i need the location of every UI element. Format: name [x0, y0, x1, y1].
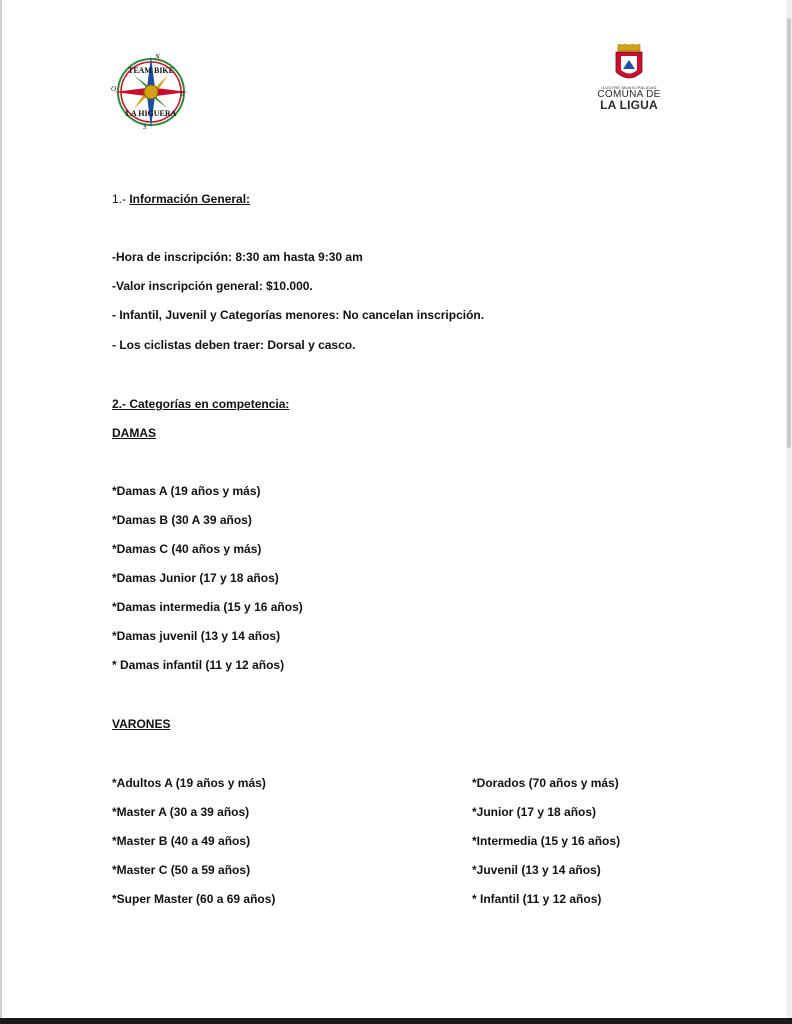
damas-category: *Damas juvenil (13 y 14 años) — [112, 629, 281, 643]
logo-la-higuera-text: LA HIGUERA — [125, 109, 177, 118]
damas-category: *Damas A (19 años y más) — [112, 484, 261, 498]
team-bike-logo — [108, 50, 194, 132]
damas-category: *Damas B (30 A 39 años) — [112, 513, 252, 527]
varones-category-left: *Master A (30 a 39 años) — [112, 805, 250, 819]
compass-logo-icon — [108, 50, 194, 132]
info-item: -Hora de inscripción: 8:30 am hasta 9:30 am — [112, 250, 363, 264]
coat-of-arms-icon — [594, 44, 664, 84]
comuna-de-text: COMUNA DE — [597, 89, 661, 100]
damas-category: *Damas intermedia (15 y 16 años) — [112, 600, 303, 614]
compass-north-label: N — [155, 53, 160, 61]
varones-category-right: *Dorados (70 años y más) — [472, 776, 619, 790]
section2-title: 2.- Categorías en competencia: — [112, 397, 290, 411]
section1-heading — [112, 192, 250, 206]
damas-category: * Damas infantil (11 y 12 años) — [112, 658, 285, 672]
damas-category: *Damas Junior (17 y 18 años) — [112, 571, 279, 585]
compass-west-label: O — [111, 85, 117, 93]
vertical-scrollbar[interactable] — [786, 0, 792, 1024]
varones-category-right: * Infantil (11 y 12 años) — [472, 892, 602, 906]
varones-category-left: *Master C (50 a 59 años) — [112, 863, 251, 877]
compass-south-label: S — [143, 123, 147, 131]
info-item: -Valor inscripción general: $10.000. — [112, 279, 313, 293]
bottom-bar — [0, 1018, 792, 1024]
varones-category-right: *Juvenil (13 y 14 años) — [472, 863, 601, 877]
varones-category-left: *Master B (40 a 49 años) — [112, 834, 251, 848]
section1-title: Información General: — [129, 192, 251, 206]
municipality-small-text: ILUSTRE MUNICIPALIDAD — [601, 85, 657, 90]
section1-number: 1.- — [112, 192, 130, 206]
scrollbar-thumb[interactable] — [787, 18, 791, 448]
info-item: - Infantil, Juvenil y Categorías menores: No cancelan inscripción. — [112, 308, 485, 322]
varones-category-left: *Super Master (60 a 69 años) — [112, 892, 276, 906]
varones-category-right: *Intermedia (15 y 16 años) — [472, 834, 621, 848]
info-item: - Los ciclistas deben traer: Dorsal y casco. — [112, 338, 356, 352]
compass-east-label: E — [180, 90, 185, 98]
varones-category-right: *Junior (17 y 18 años) — [472, 805, 597, 819]
varones-heading: VARONES — [112, 717, 171, 731]
varones-category-left: *Adultos A (19 años y más) — [112, 776, 266, 790]
la-ligua-logo — [594, 44, 664, 114]
damas-heading: DAMAS — [112, 426, 156, 440]
la-ligua-text: LA LIGUA — [600, 98, 658, 112]
damas-category: *Damas C (40 años y más) — [112, 542, 262, 556]
logo-team-bike-text: TEAM BIKE — [127, 66, 175, 75]
page-left-edge — [0, 0, 2, 1024]
